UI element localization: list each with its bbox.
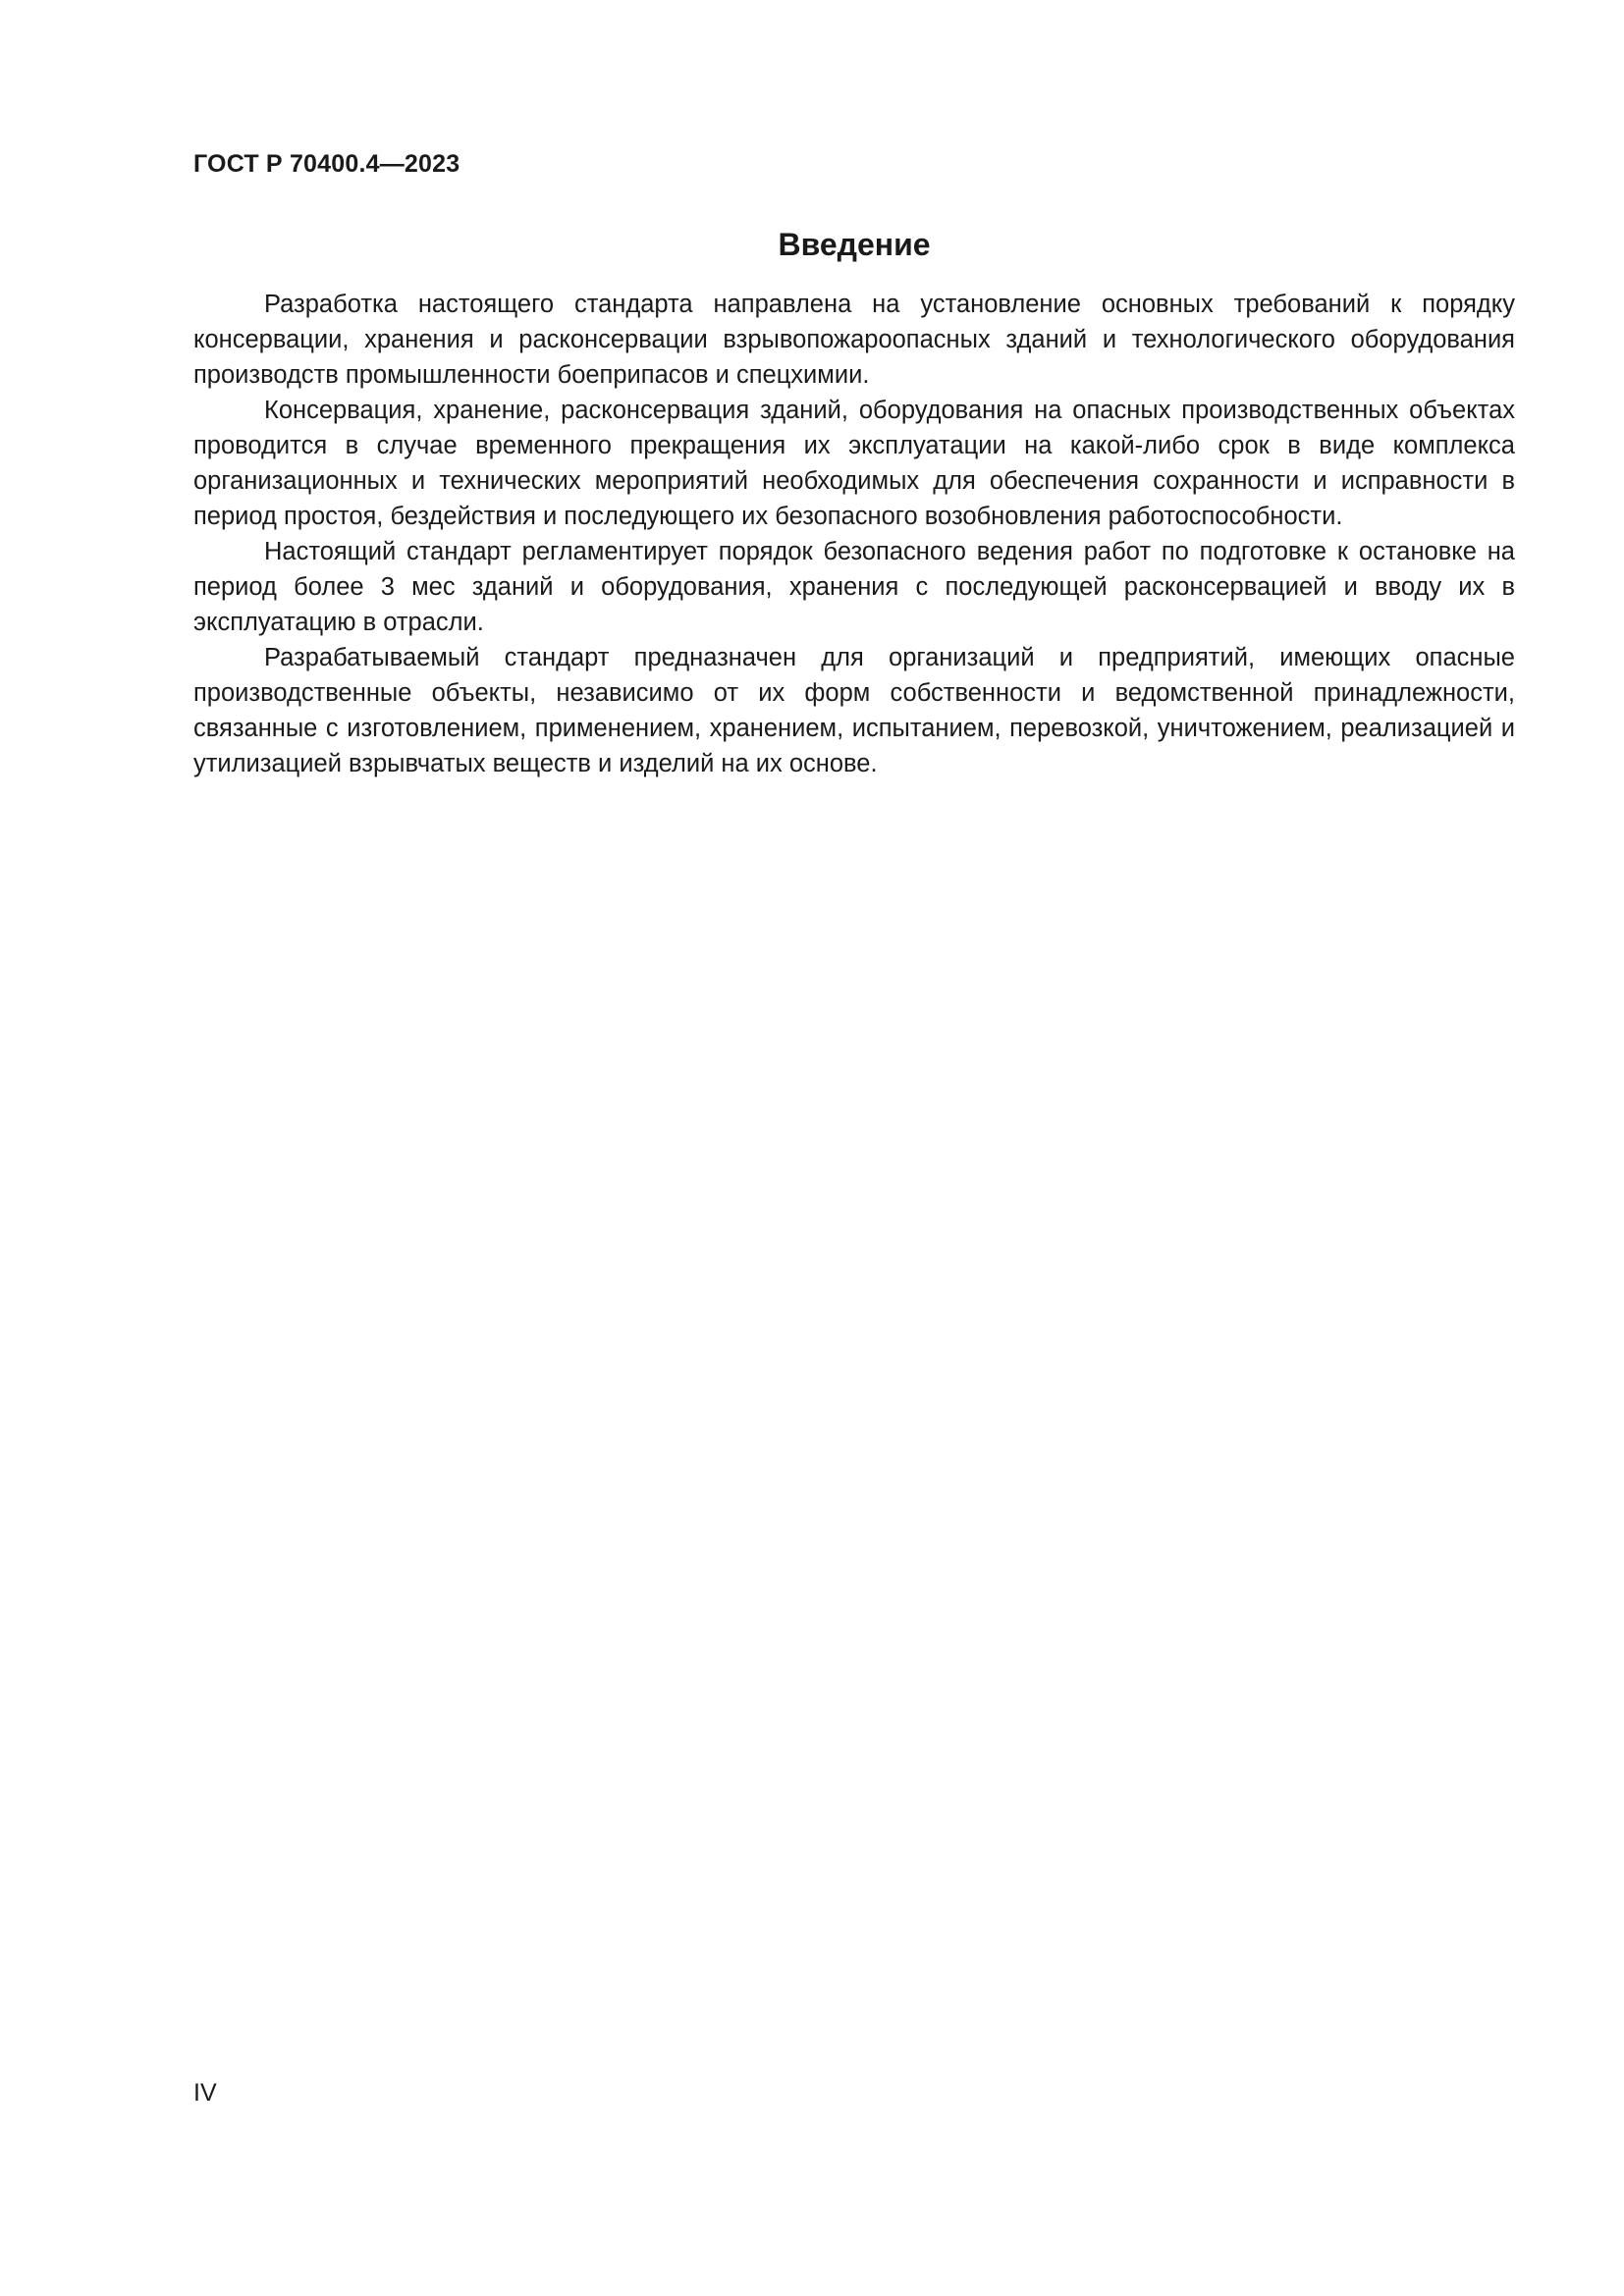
document-header-id: ГОСТ Р 70400.4—2023	[193, 150, 460, 178]
paragraph-3: Настоящий стандарт регламентирует порядок безопасного ведения работ по подготовке к остановке на период более 3 мес зданий и оборудования, хранения с последующей расконсервацией и вводу их в эксплуатацию в отрасли.	[193, 538, 1515, 636]
section-title: Введение	[778, 227, 931, 262]
page-number: IV	[193, 2079, 217, 2107]
paragraph-2: Консервация, хранение, расконсервация зданий, оборудования на опасных производственных объектах проводится в случае временного прекращения их эксплуатации на какой-либо срок в виде комплекса организационных и технических мероприятий необходимых для обеспечения сохранности и исправности в период простоя, бездействия и последующего их безопасного возобновления работоспособности.	[193, 397, 1515, 530]
paragraph-1: Разработка настоящего стандарта направлена на установление основных требований к порядку консервации, хранения и расконсервации взрывопожароопасных зданий и технологического оборудования производств промышленности боеприпасов и спецхимии.	[193, 291, 1515, 389]
paragraph-4: Разрабатываемый стандарт предназначен для организаций и предприятий, имеющих опасные производственные объекты, независимо от их форм собственности и ведомственной принадлежности, связанные с изготовлением, применением, хранением, испытанием, перевозкой, уничтожением, реализацией и утилизацией взрывчатых веществ и изделий на их основе.	[193, 644, 1515, 777]
introduction-body	[193, 287, 1515, 781]
